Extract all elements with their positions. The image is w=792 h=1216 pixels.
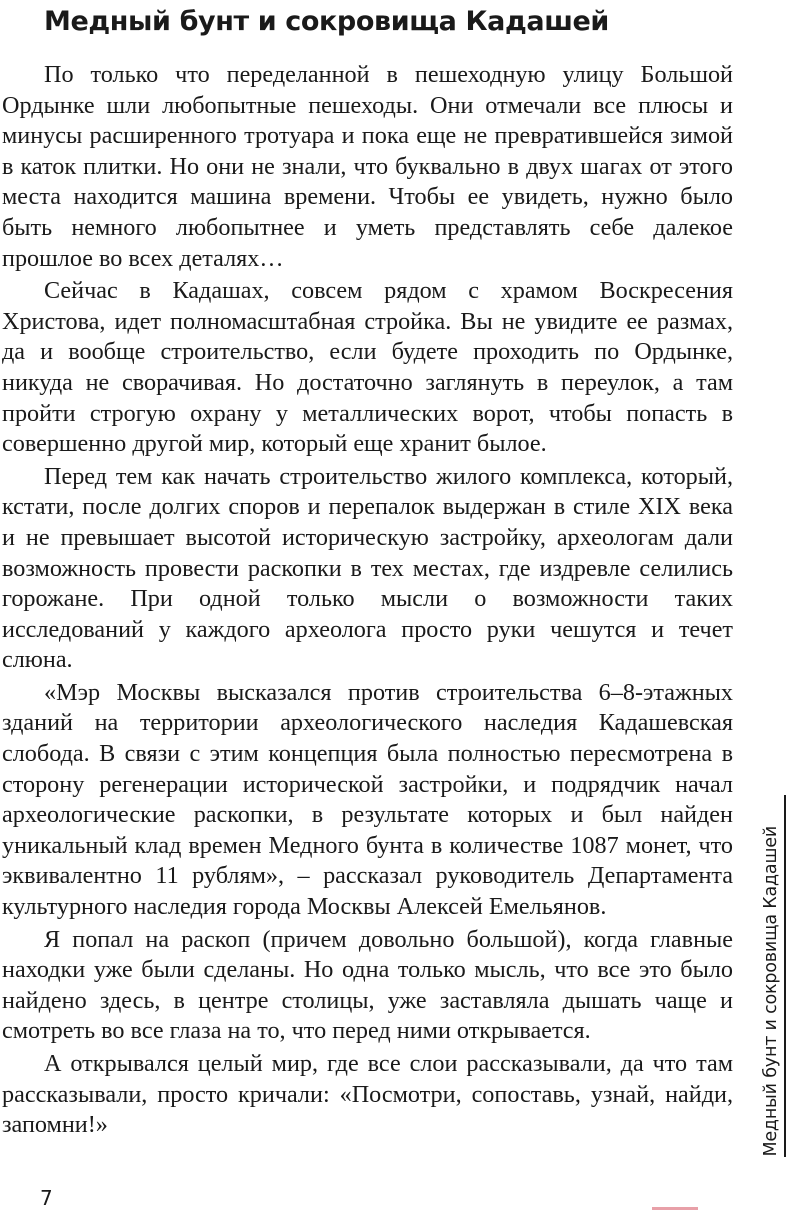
running-head-label: Медный бунт и сокровища Кадашей bbox=[761, 826, 781, 1157]
chapter-title: Медный бунт и сокровища Кадашей bbox=[44, 6, 609, 37]
paragraph-2: Сейчас в Кадашах, совсем рядом с храмом Воскресения Христова, идет полномасштабная стройка. Вы не увидите ее размах, да и вообще строительство, если будете проходить по Ордынке, никуда не сворачивая. Но достаточно заглянуть в переулок, а там пройти строгую охрану у металлических ворот, чтобы попасть в совершенно другой мир, который еще хранит былое. bbox=[2, 277, 733, 458]
running-head bbox=[748, 795, 788, 1157]
running-head-rule bbox=[784, 795, 786, 1157]
body-text bbox=[2, 60, 733, 1141]
paragraph-3: Перед тем как начать строительство жилого комплекса, который, кстати, после долгих споров и перепалок выдержан в стиле XIX века и не превышает высотой историческую застройку, археологам дали возможность провести раскопки в тех местах, где издревле селились горожане. При одной только мысли о возможности таких исследований у каждого археолога просто руки чешутся и течет слюна. bbox=[2, 462, 733, 674]
paragraph-1: По только что переделанной в пешеходную улицу Большой Ордынке шли любопытные пешеходы. Они отмечали все плюсы и минусы расширенного тротуара и пока еще не превратившейся зимой в каток плитки. Но они не знали, что буквально в двух шагах от этого места находится машина времени. Чтобы ее увидеть, нужно было быть немного любопытнее и уметь представлять себе далекое прошлое во всех деталях… bbox=[2, 61, 733, 272]
page-number: 7 bbox=[40, 1186, 53, 1210]
paragraph-6: А открывался целый мир, где все слои рассказывали, да что там рассказывали, просто кричали: «Посмотри, сопоставь, узнай, найди, запомни!» bbox=[2, 1050, 733, 1139]
paragraph-4: «Мэр Москвы высказался против строительства 6–8-этажных зданий на территории археологического наследия Кадашевская слобода. В связи с этим концепция была полностью пересмотрена в сторону регенерации исторической застройки, и подрядчик начал археологические раскопки, в результате которых и был найден уникальный клад времен Медного бунта в количестве 1087 монет, что эквивалентно 11 рублям», – рассказал руководитель Департамента культурного наследия города Москвы Алексей Емельянов. bbox=[2, 678, 733, 921]
corner-mark bbox=[652, 1207, 698, 1210]
paragraph-5: Я попал на раскоп (причем довольно большой), когда главные находки уже были сделаны. Но одна только мысль, что все это было найдено здесь, в центре столицы, уже заставляла дышать чаще и смотреть во все глаза на то, что перед ними открывается. bbox=[2, 925, 733, 1045]
